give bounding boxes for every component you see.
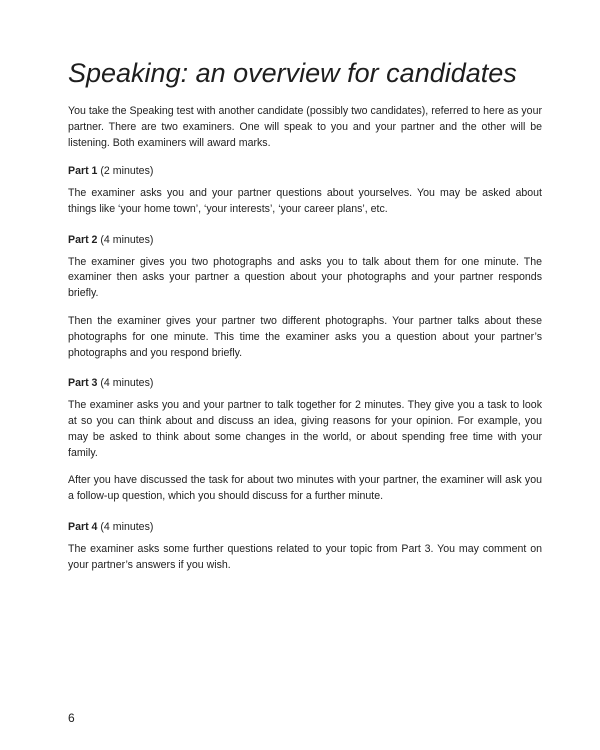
- part-4-heading: [68, 520, 542, 536]
- part-2-paragraph-2: Then the examiner gives your partner two different photographs. Your partner talks about these photographs for one minute. This time the examiner asks you a question about your partner’s photographs and you respond briefly.: [68, 314, 542, 359]
- part-1-section: [68, 164, 542, 217]
- page-number: 6: [68, 711, 75, 725]
- part-3-section: [68, 376, 542, 505]
- part-4-paragraph-1: The examiner asks some further questions related to your topic from Part 3. You may comment on your partner’s answers if you wish.: [68, 542, 542, 571]
- part-1-label: Part 1: [68, 165, 98, 178]
- part-2-label: Part 2: [68, 233, 98, 246]
- part-3-duration: (4 minutes): [100, 377, 154, 390]
- part-1-duration: (2 minutes): [100, 165, 154, 178]
- part-3-paragraph-2: After you have discussed the task for about two minutes with your partner, the examiner will ask you a follow-up question, which you should discuss for a further minute.: [68, 474, 542, 503]
- part-1-paragraph-1: The examiner asks you and your partner questions about yourselves. You may be asked about things like ‘your home town’, ‘your interests’, ‘your career plans’, etc.: [68, 187, 542, 215]
- part-4-section: [68, 520, 542, 573]
- part-2-paragraph-1: The examiner gives you two photographs and asks you to talk about them for one minute. The examiner then asks your partner a question about your photographs and your partner responds briefly.: [68, 255, 542, 300]
- part-4-duration: (4 minutes): [100, 520, 154, 533]
- part-3-paragraph-1: The examiner asks you and your partner to talk together for 2 minutes. They give you a task to look at so you can think about and discuss an idea, giving reasons for your opinion. For example, you may be asked to think about some changes in the world, or about spending free time with your family.: [68, 399, 542, 459]
- part-3-heading: [68, 376, 542, 392]
- intro-paragraph: You take the Speaking test with another candidate (possibly two candidates), referred to here as your partner. There are two examiners. One will speak to you and your partner and the other will be listening. Both examiners will award marks.: [68, 105, 542, 149]
- part-3-label: Part 3: [68, 377, 98, 390]
- part-4-label: Part 4: [68, 520, 98, 533]
- part-2-heading: [68, 233, 542, 249]
- part-1-heading: [68, 164, 542, 180]
- page-title: Speaking: an overview for candidates: [68, 58, 517, 88]
- part-2-section: [68, 233, 542, 362]
- part-2-duration: (4 minutes): [100, 233, 154, 246]
- page-content: [68, 56, 542, 588]
